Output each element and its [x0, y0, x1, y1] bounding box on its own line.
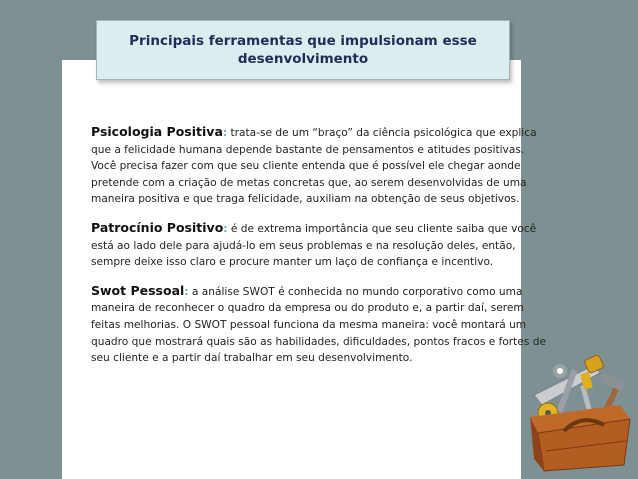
section-psicologia-positiva	[91, 124, 546, 208]
section-term: Swot Pessoal	[91, 282, 185, 298]
section-colon: :	[222, 127, 228, 139]
title-box	[96, 20, 510, 80]
section-term: Patrocínio Positivo	[91, 219, 224, 235]
section-colon: :	[184, 285, 189, 298]
content-body	[91, 124, 546, 379]
section-colon: :	[223, 222, 228, 235]
section-text: trata-se de um “braço” da ciência psicológica que explica que a felicidade humana depende bastante de pensamentos e atitudes positivas. Você precisa fazer com que seu cliente entenda que é possível ele chegar aonde pretende com a criação de metas concretas que, ao serem desenvolvidas de uma maneira positiva e que traga felicidade, auxiliam na obtenção de seus objetivos.	[91, 127, 537, 206]
section-term: Psicologia Positiva	[91, 124, 223, 139]
slide-title: Principais ferramentas que impulsionam esse desenvolvimento	[129, 33, 477, 67]
section-swot-pessoal	[91, 283, 546, 367]
toolbox-icon	[524, 355, 634, 473]
section-text: a análise SWOT é conhecida no mundo corporativo como uma maneira de reconhecer o quadro da empresa ou do produto e, a partir daí, serem feitas melhorias. O SWOT pessoal funciona da mesma maneira: você montará um quadro que mostrará quais são as habilidades, dificuldades, pontos fracos e fortes de seu cliente e a partir daí trabalhar em seu desenvolvimento.	[91, 285, 546, 365]
section-patrocinio-positivo	[91, 220, 546, 271]
section-text: é de extrema importância que seu cliente saiba que você está ao lado dele para ajudá-lo em seus problemas e na resolução deles, então, sempre deixe isso claro e procure manter um laço de confiança e incentivo.	[91, 222, 537, 269]
